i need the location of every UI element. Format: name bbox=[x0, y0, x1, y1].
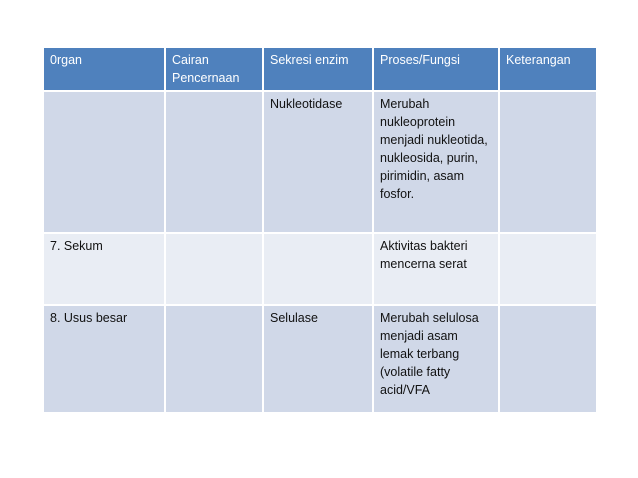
header-proses-fungsi: Proses/Fungsi bbox=[373, 47, 499, 91]
cell-keterangan bbox=[499, 233, 597, 305]
cell-cairan bbox=[165, 305, 263, 413]
cell-proses: Merubah selulosa menjadi asam lemak terbang (volatile fatty acid/VFA bbox=[373, 305, 499, 413]
header-cairan-pencernaan: Cairan Pencernaan bbox=[165, 47, 263, 91]
header-sekresi-enzim: Sekresi enzim bbox=[263, 47, 373, 91]
cell-proses: Merubah nukleoprotein menjadi nukleotida, nukleosida, purin, pirimidin, asam fosfor. bbox=[373, 91, 499, 233]
cell-organ: 8. Usus besar bbox=[43, 305, 165, 413]
cell-cairan bbox=[165, 91, 263, 233]
cell-enzim: Nukleotidase bbox=[263, 91, 373, 233]
header-keterangan: Keterangan bbox=[499, 47, 597, 91]
table-header-row bbox=[43, 47, 597, 91]
cell-organ: 7. Sekum bbox=[43, 233, 165, 305]
table-row bbox=[43, 305, 597, 413]
header-organ: 0rgan bbox=[43, 47, 165, 91]
table-row bbox=[43, 233, 597, 305]
cell-enzim: Selulase bbox=[263, 305, 373, 413]
cell-proses: Aktivitas bakteri mencerna serat bbox=[373, 233, 499, 305]
cell-organ bbox=[43, 91, 165, 233]
cell-enzim bbox=[263, 233, 373, 305]
digestion-table bbox=[42, 46, 598, 414]
cell-cairan bbox=[165, 233, 263, 305]
table-row bbox=[43, 91, 597, 233]
cell-keterangan bbox=[499, 91, 597, 233]
cell-keterangan bbox=[499, 305, 597, 413]
